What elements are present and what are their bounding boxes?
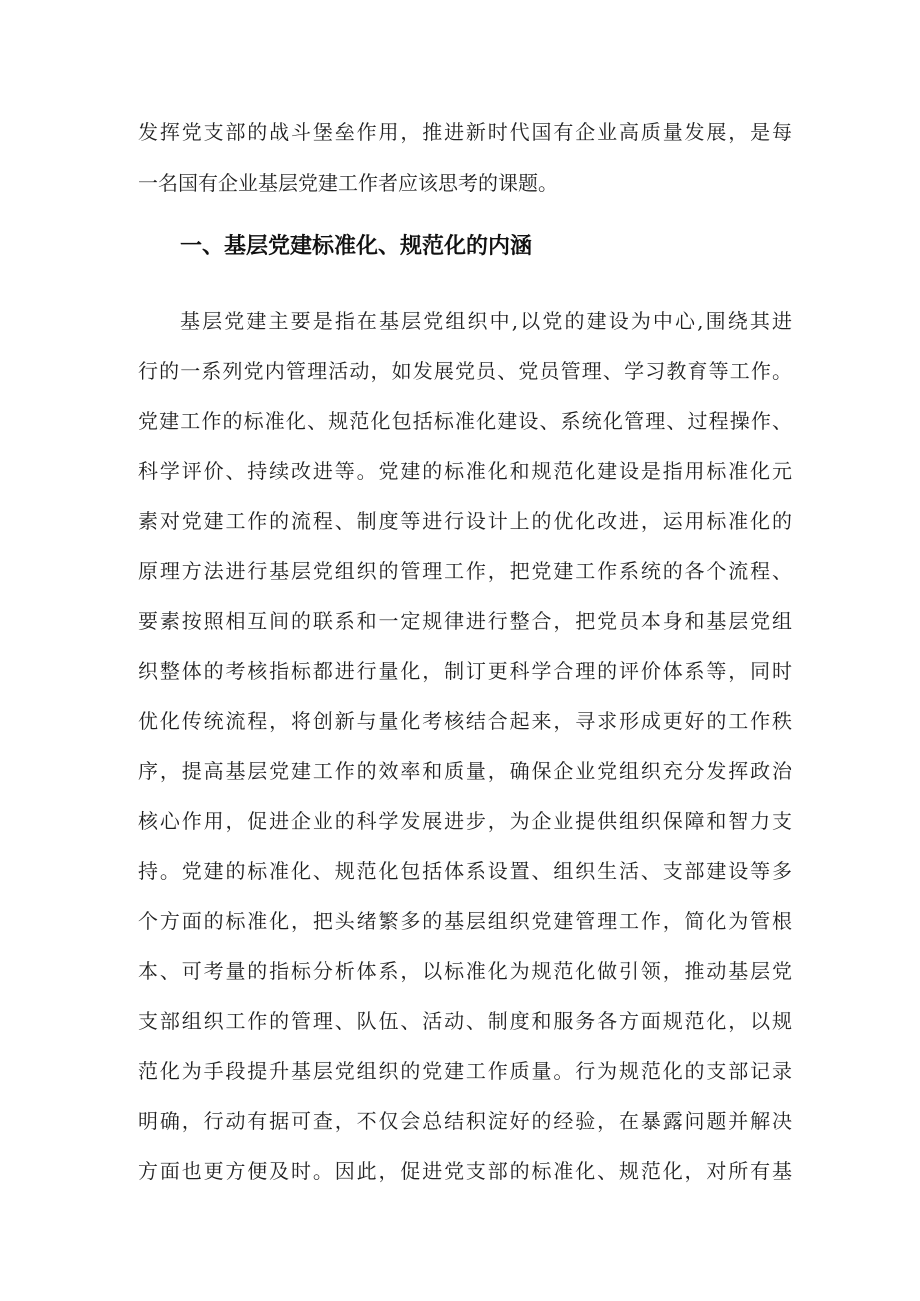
paragraph-line-14: 本、可考量的指标分析体系，以标准化为规范化做引领，推动基层党 <box>138 959 792 983</box>
paragraph-line-15: 支部组织工作的管理、队伍、活动、制度和服务各方面规范化，以规 <box>138 1009 792 1033</box>
paragraph-line-11: 核心作用，促进企业的科学发展进步，为企业提供组织保障和智力支 <box>138 809 792 833</box>
paragraph-line-6: 原理方法进行基层党组织的管理工作，把党建工作系统的各个流程、 <box>138 559 792 583</box>
intro-line-1: 发挥党支部的战斗堡垒作用，推进新时代国有企业高质量发展，是每 <box>138 120 792 144</box>
paragraph-line-7: 要素按照相互间的联系和一定规律进行整合，把党员本身和基层党组 <box>138 609 792 633</box>
paragraph-line-1: 基层党建主要是指在基层党组织中,以党的建设为中心,围绕其进 <box>180 309 792 333</box>
section-heading: 一、基层党建标准化、规范化的内涵 <box>180 234 533 259</box>
paragraph-line-4: 科学评价、持续改进等。党建的标准化和规范化建设是指用标准化元 <box>138 459 792 483</box>
paragraph-line-9: 优化传统流程，将创新与量化考核结合起来，寻求形成更好的工作秩 <box>138 709 792 733</box>
paragraph-line-12: 持。党建的标准化、规范化包括体系设置、组织生活、支部建设等多 <box>138 859 792 883</box>
paragraph-line-8: 织整体的考核指标都进行量化，制订更科学合理的评价体系等，同时 <box>138 659 792 683</box>
paragraph-line-2: 行的一系列党内管理活动，如发展党员、党员管理、学习教育等工作。 <box>138 359 792 383</box>
paragraph-line-17: 明确，行动有据可查，不仅会总结积淀好的经验，在暴露问题并解决 <box>138 1109 792 1133</box>
paragraph-line-13: 个方面的标准化，把头绪繁多的基层组织党建管理工作，简化为管根 <box>138 909 792 933</box>
paragraph-line-18: 方面也更方便及时。因此，促进党支部的标准化、规范化，对所有基 <box>138 1159 792 1183</box>
intro-line-2: 一名国有企业基层党建工作者应该思考的课题。 <box>138 171 558 195</box>
paragraph-line-5: 素对党建工作的流程、制度等进行设计上的优化改进，运用标准化的 <box>138 509 792 533</box>
paragraph-line-10: 序，提高基层党建工作的效率和质量，确保企业党组织充分发挥政治 <box>138 759 792 783</box>
paragraph-line-16: 范化为手段提升基层党组织的党建工作质量。行为规范化的支部记录 <box>138 1059 792 1083</box>
paragraph-line-3: 党建工作的标准化、规范化包括标准化建设、系统化管理、过程操作、 <box>138 409 792 433</box>
